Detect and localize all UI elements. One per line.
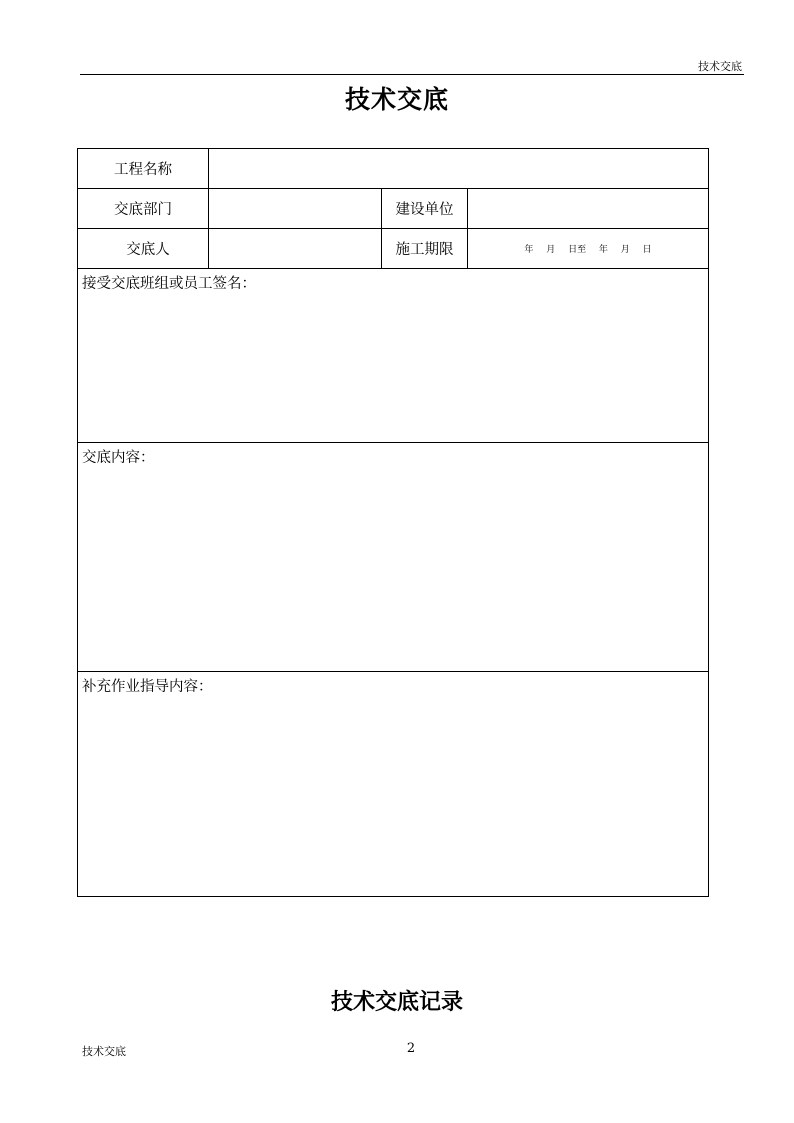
disclosure-form (77, 148, 709, 897)
record-title: 技术交底记录 (330, 990, 463, 1015)
footer-text: 技术交底 (82, 1045, 126, 1058)
content-block[interactable]: 交底内容： (78, 443, 709, 672)
builder-label: 建设单位 (382, 189, 468, 229)
dept-label: 交底部门 (78, 189, 209, 229)
supplement-block[interactable]: 补充作业指导内容： (78, 672, 709, 897)
builder-field[interactable] (468, 189, 709, 229)
page-title: 技术交底 (344, 85, 449, 114)
person-label: 交底人 (78, 229, 209, 269)
running-header: 技术交底 (698, 60, 742, 73)
project-name-field[interactable] (209, 149, 709, 189)
period-field[interactable]: 年 月 日至 年 月 日 (468, 229, 709, 269)
person-field[interactable] (209, 229, 382, 269)
signatures-block[interactable]: 接受交底班组或员工签名： (78, 269, 709, 443)
dept-field[interactable] (209, 189, 382, 229)
page-number: 2 (406, 1041, 416, 1056)
header-rule (80, 74, 744, 75)
project-name-label: 工程名称 (78, 149, 209, 189)
period-label: 施工期限 (382, 229, 468, 269)
